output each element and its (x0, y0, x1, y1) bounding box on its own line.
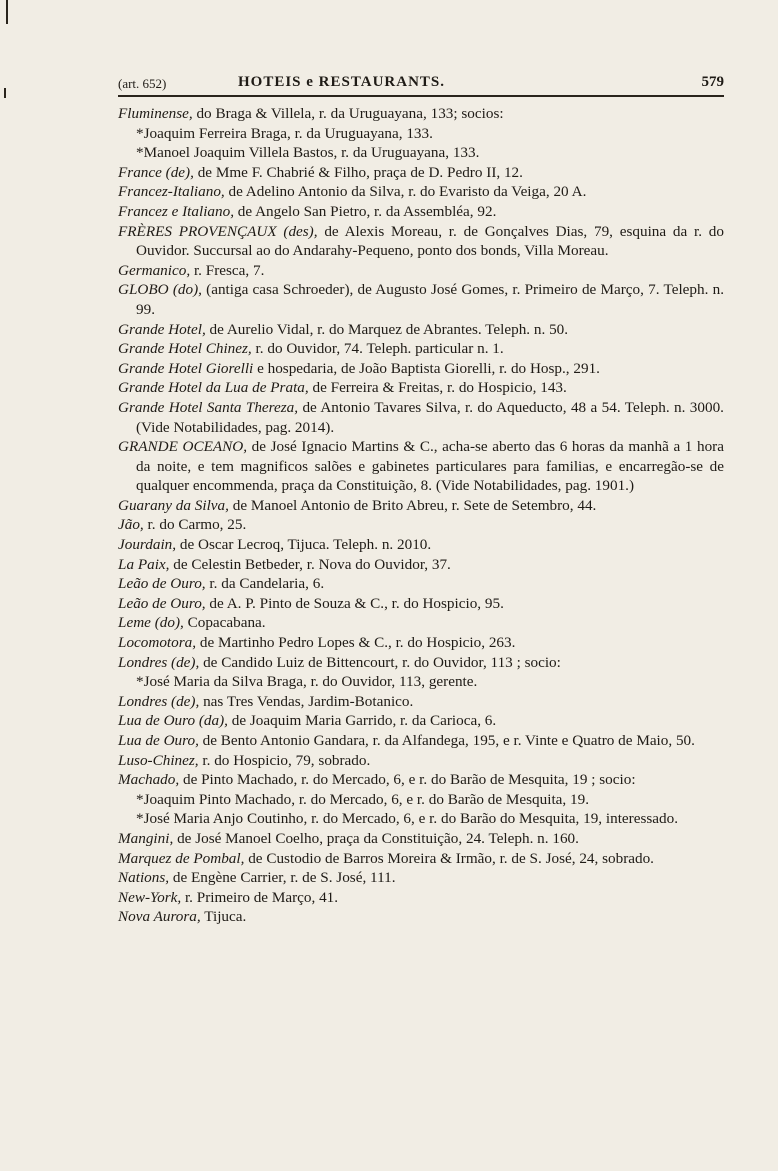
directory-entry (118, 222, 724, 261)
entry-details: de Engène Carrier, r. de S. José, 111. (169, 869, 396, 887)
establishment-name: Grande Hotel Giorelli (118, 359, 254, 377)
entry-details: de Candido Luiz de Bittencourt, r. do Ouvidor, 113 ; socio: (199, 653, 561, 671)
establishment-name: Francez-Italiano, (118, 183, 225, 201)
establishment-name: Lua de Ouro, (118, 732, 199, 749)
establishment-name: Londres (de), (118, 653, 200, 671)
establishment-name: Nova Aurora, (118, 908, 201, 926)
directory-entry (118, 613, 724, 633)
entry-details: de A. P. Pinto de Souza & C., r. do Hospicio, 95. (205, 594, 504, 612)
directory-sub-entry (118, 124, 724, 144)
entry-details: de Aurelio Vidal, r. do Marquez de Abrantes. Teleph. n. 50. (205, 320, 569, 338)
directory-entry (118, 770, 724, 790)
directory-entry (118, 751, 724, 771)
directory-sub-entry (118, 672, 724, 692)
establishment-name: Leme (do), (118, 614, 184, 632)
entry-details: *José Maria da Silva Braga, r. do Ouvidor, 113, gerente. (136, 673, 478, 691)
scan-edge-mark (4, 88, 6, 98)
directory-entry (118, 711, 724, 731)
entry-details: de Angelo San Pietro, r. da Assembléa, 92. (234, 202, 497, 220)
entry-details: de Celestin Betbeder, r. Nova do Ouvidor, 37. (169, 555, 451, 573)
entry-details: de Ferreira & Freitas, r. do Hospicio, 143. (308, 379, 567, 397)
entry-details: de Custodio de Barros Moreira & Irmão, r. de S. José, 24, sobrado. (244, 849, 654, 867)
establishment-name: Leão de Ouro, (118, 594, 206, 612)
entry-details: de Joaquim Maria Garrido, r. da Carioca, 6. (227, 712, 497, 730)
directory-entry (118, 829, 724, 849)
entry-details: r. Fresca, 7. (190, 261, 265, 279)
establishment-name: GRANDE OCEANO, (118, 438, 248, 456)
establishment-name: Marquez de Pombal, (118, 849, 245, 867)
establishment-name: Leão de Ouro, (118, 575, 206, 593)
directory-entries (118, 104, 724, 927)
directory-sub-entry (118, 143, 724, 163)
establishment-name: La Paix, (118, 555, 170, 573)
establishment-name: Lua de Ouro (da), (118, 712, 228, 730)
establishment-name: Grande Hotel Santa Thereza, (118, 398, 299, 416)
directory-entry (118, 653, 724, 673)
entry-details: e hospedaria, de João Baptista Giorelli, r. do Hosp., 291. (253, 359, 600, 377)
establishment-name: FRÈRES PROVENÇAUX (des), (118, 222, 318, 240)
entry-details: de Alexis Moreau, r. de Gonçalves Dias, 79, esquina da r. do Ouvidor. Succursal ao do Andarahy-Pequeno, ponto dos bonds, Villa Moreau. (136, 222, 724, 260)
establishment-name: Fluminense, (118, 105, 193, 122)
establishment-name: Grande Hotel Chinez, (118, 340, 252, 358)
establishment-name: Grande Hotel, (118, 320, 206, 338)
directory-entry (118, 320, 724, 340)
directory-entry (118, 182, 724, 202)
directory-entry (118, 496, 724, 516)
directory-entry (118, 515, 724, 535)
directory-sub-entry (118, 809, 724, 829)
directory-entry (118, 868, 724, 888)
entry-details: de Pinto Machado, r. do Mercado, 6, e r. do Barão de Mesquita, 19 ; socio: (179, 771, 636, 789)
directory-entry (118, 907, 724, 927)
header-article-ref: (art. 652) (118, 76, 167, 91)
directory-sub-entry (118, 790, 724, 810)
establishment-name: Germanico, (118, 261, 191, 279)
entry-details: *Joaquim Ferreira Braga, r. da Uruguayana, 133. (136, 124, 433, 142)
entry-details: r. do Hospicio, 79, sobrado. (198, 751, 371, 769)
directory-entry (118, 202, 724, 222)
establishment-name: Mangini, (118, 829, 174, 847)
establishment-name: Londres (de), (118, 692, 200, 710)
directory-entry (118, 731, 724, 751)
establishment-name: France (de), (118, 163, 194, 181)
directory-entry (118, 359, 724, 379)
entry-details: r. da Candelaria, 6. (205, 575, 325, 593)
entry-details: r. Primeiro de Março, 41. (181, 888, 339, 906)
establishment-name: Guarany da Silva, (118, 496, 229, 514)
entry-details: (antiga casa Schroeder), de Augusto José Gomes, r. Primeiro de Março, 7. Teleph. n. 99. (136, 281, 724, 318)
header-title: HOTEIS e RESTAURANTS. (238, 74, 446, 90)
entry-details: nas Tres Vendas, Jardim-Botanico. (199, 692, 414, 710)
entry-details: Copacabana. (183, 614, 266, 632)
entry-details: r. do Carmo, 25. (143, 516, 247, 534)
establishment-name: Locomotora, (118, 634, 197, 652)
entry-details: de Manoel Antonio de Brito Abreu, r. Sete de Setembro, 44. (228, 496, 597, 514)
entry-details: de Adelino Antonio da Silva, r. do Evaristo da Veiga, 20 A. (224, 183, 587, 201)
directory-entry (118, 574, 724, 594)
entry-details: de Martinho Pedro Lopes & C., r. do Hospicio, 263. (196, 634, 516, 652)
entry-details: Tijuca. (200, 908, 247, 926)
directory-entry (118, 104, 724, 124)
establishment-name: New-York, (118, 888, 182, 906)
directory-entry (118, 163, 724, 183)
directory-entry (118, 594, 724, 614)
scan-edge-mark (6, 0, 8, 24)
establishment-name: Machado, (118, 771, 180, 789)
directory-entry (118, 849, 724, 869)
entry-details: do Braga & Villela, r. da Uruguayana, 133; socios: (192, 105, 504, 122)
entry-details: de José Manoel Coelho, praça da Constituição, 24. Teleph. n. 160. (173, 829, 579, 847)
directory-entry (118, 339, 724, 359)
directory-entry (118, 888, 724, 908)
entry-details: de José Ignacio Martins & C., acha-se aberto das 6 horas da manhã a 1 hora da noite, e tem magnificos salões e gabinetes particulares para familias, e encarregão-se de qualquer encommenda, praça da Constituição, 8. (Vide Notabilidades, pag. 1901.) (136, 438, 724, 495)
establishment-name: GLOBO (do), (118, 281, 202, 299)
running-header (118, 74, 724, 96)
entry-details: de Mme F. Chabrié & Filho, praça de D. Pedro II, 12. (193, 163, 523, 181)
entry-details: *José Maria Anjo Coutinho, r. do Mercado, 6, e r. do Barão do Mesquita, 19, interessado. (136, 810, 679, 828)
establishment-name: Grande Hotel da Lua de Prata, (118, 379, 309, 397)
directory-entry (118, 437, 724, 496)
establishment-name: Francez e Italiano, (118, 202, 234, 220)
directory-entry (118, 535, 724, 555)
establishment-name: Nations, (118, 869, 170, 887)
entry-details: de Antonio Tavares Silva, r. do Aqueducto, 48 a 54. Teleph. n. 3000. (Vide Notabilidades, pag. 2014). (136, 398, 724, 436)
entry-details: *Joaquim Pinto Machado, r. do Mercado, 6, e r. do Barão de Mesquita, 19. (136, 790, 590, 808)
directory-entry (118, 378, 724, 398)
directory-entry (118, 555, 724, 575)
establishment-name: Jão, (118, 516, 144, 534)
directory-entry (118, 398, 724, 437)
entry-details: r. do Ouvidor, 74. Teleph. particular n. 1. (251, 340, 504, 358)
page-number: 579 (701, 74, 724, 90)
directory-entry (118, 633, 724, 653)
entry-details: *Manoel Joaquim Villela Bastos, r. da Uruguayana, 133. (136, 144, 480, 162)
establishment-name: Jourdain, (118, 536, 177, 554)
directory-entry (118, 261, 724, 281)
establishment-name: Luso-Chinez, (118, 751, 199, 769)
directory-entry (118, 280, 724, 319)
directory-entry (118, 692, 724, 712)
entry-details: de Oscar Lecroq, Tijuca. Teleph. n. 2010. (176, 536, 432, 554)
entry-details: de Bento Antonio Gandara, r. da Alfandega, 195, e r. Vinte e Quatro de Maio, 50. (198, 732, 695, 749)
header-rule (118, 95, 724, 97)
